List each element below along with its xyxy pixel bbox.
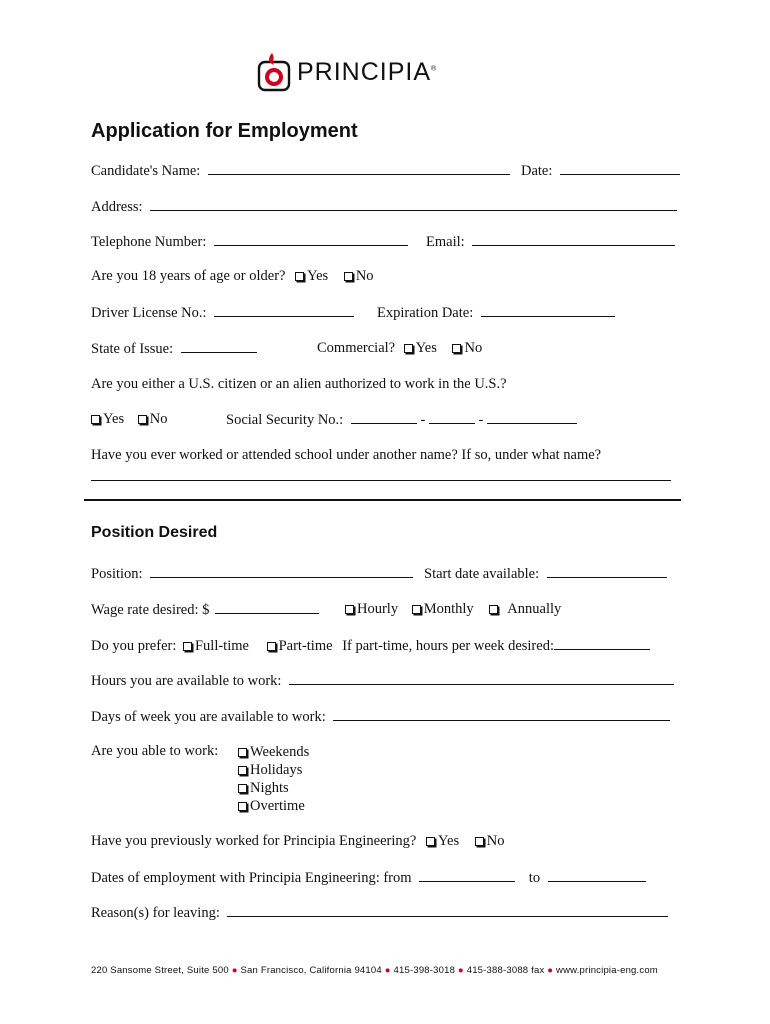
commercial-yes-label: Yes: [415, 340, 437, 356]
state-issue-row: [91, 340, 257, 358]
previously-worked-label: Have you previously worked for Principia Engineering?: [91, 833, 417, 849]
start-date-label: Start date available:: [424, 566, 540, 582]
footer-address: 220 Sansome Street, Suite 500: [91, 965, 229, 976]
position-field[interactable]: [150, 565, 413, 578]
state-issue-label: State of Issue:: [91, 341, 174, 357]
footer-city: San Francisco, California 94104: [240, 965, 382, 976]
full-time-label: Full-time: [194, 638, 249, 654]
previously-no-label: No: [486, 833, 505, 849]
citizen-no-label: No: [149, 411, 168, 427]
reasons-leaving-field[interactable]: [227, 904, 668, 917]
driver-license-field[interactable]: [214, 304, 354, 317]
employment-to-label: to: [528, 870, 541, 886]
ssn-separator-1: -: [420, 412, 426, 428]
overtime-label: Overtime: [250, 798, 305, 814]
hourly-checkbox[interactable]: [345, 605, 354, 614]
able-work-options: [238, 743, 309, 815]
position-label: Position:: [91, 566, 143, 582]
commercial-yes-checkbox[interactable]: [404, 344, 413, 353]
start-date-field[interactable]: [547, 565, 667, 578]
days-available-row: [91, 708, 670, 726]
previously-no-checkbox[interactable]: [475, 837, 484, 846]
overtime-checkbox[interactable]: [238, 802, 247, 811]
able-work-label: Are you able to work:: [91, 743, 219, 759]
candidate-name-row: [91, 162, 510, 180]
ssn-part3-field[interactable]: [487, 411, 577, 424]
hours-available-row: [91, 672, 674, 690]
telephone-field[interactable]: [214, 233, 408, 246]
previously-yes-checkbox[interactable]: [426, 837, 435, 846]
able-option-overtime: [238, 797, 309, 815]
address-row: [91, 198, 677, 216]
other-name-field[interactable]: [91, 468, 671, 481]
address-label: Address:: [91, 199, 143, 215]
citizen-question: Are you either a U.S. citizen or an alien authorized to work in the U.S.?: [91, 376, 507, 392]
previously-worked-row: [91, 833, 504, 850]
candidate-name-field[interactable]: [208, 162, 510, 175]
footer-phone: 415-398-3018: [393, 965, 456, 976]
hours-available-label: Hours you are available to work:: [91, 673, 282, 689]
age-question-row: [91, 268, 374, 285]
wage-type-options: [345, 601, 561, 618]
reasons-leaving-label: Reason(s) for leaving:: [91, 905, 220, 921]
date-row: [521, 162, 680, 180]
ssn-part1-field[interactable]: [351, 411, 417, 424]
employment-to-field[interactable]: [548, 869, 646, 882]
date-label: Date:: [521, 163, 553, 179]
position-desired-heading: Position Desired: [91, 524, 218, 541]
expiration-field[interactable]: [481, 304, 615, 317]
section-divider: [84, 499, 681, 501]
commercial-no-checkbox[interactable]: [452, 344, 461, 353]
prefer-row: [91, 637, 650, 655]
footer-bullet-icon: ●: [231, 965, 238, 976]
footer-bullet-icon: ●: [384, 965, 391, 976]
holidays-label: Holidays: [250, 762, 303, 778]
expiration-row: [377, 304, 615, 322]
days-available-field[interactable]: [333, 708, 670, 721]
weekends-checkbox[interactable]: [238, 748, 247, 757]
email-field[interactable]: [472, 233, 675, 246]
footer-website-link[interactable]: www.principia-eng.com: [556, 965, 658, 976]
driver-license-row: [91, 304, 354, 322]
age-no-label: No: [355, 268, 374, 284]
monthly-checkbox[interactable]: [412, 605, 421, 614]
age-no-checkbox[interactable]: [344, 272, 353, 281]
age-question-label: Are you 18 years of age or older?: [91, 268, 286, 284]
page-title: Application for Employment: [91, 120, 358, 142]
dates-employment-row: [91, 869, 646, 887]
prefer-label: Do you prefer:: [91, 638, 177, 654]
start-date-row: [424, 565, 667, 583]
age-yes-checkbox[interactable]: [295, 272, 304, 281]
other-name-question: Have you ever worked or attended school under another name? If so, under what name?: [91, 447, 602, 463]
ssn-part2-field[interactable]: [429, 411, 475, 424]
footer-bullet-icon: ●: [457, 965, 464, 976]
hourly-label: Hourly: [357, 601, 399, 617]
citizen-answer-row: [91, 411, 167, 428]
wage-label: Wage rate desired: $: [91, 602, 210, 618]
monthly-label: Monthly: [423, 601, 474, 617]
employment-from-field[interactable]: [419, 869, 515, 882]
expiration-label: Expiration Date:: [377, 305, 474, 321]
email-label: Email:: [426, 234, 465, 250]
part-time-checkbox[interactable]: [267, 642, 276, 651]
state-issue-field[interactable]: [181, 340, 257, 353]
citizen-no-checkbox[interactable]: [138, 415, 147, 424]
wage-field[interactable]: [215, 601, 319, 614]
weekends-label: Weekends: [250, 744, 310, 760]
ssn-separator-2: -: [478, 412, 484, 428]
footer-fax: 415-388-3088 fax: [466, 965, 545, 976]
holidays-checkbox[interactable]: [238, 766, 247, 775]
candidate-name-label: Candidate's Name:: [91, 163, 201, 179]
ssn-row: [226, 411, 577, 429]
hours-available-field[interactable]: [289, 672, 674, 685]
age-yes-label: Yes: [307, 268, 329, 284]
footer-contact: [91, 965, 658, 976]
commercial-row: [317, 340, 482, 357]
citizen-yes-checkbox[interactable]: [91, 415, 100, 424]
reasons-leaving-row: [91, 904, 668, 922]
part-time-label: Part-time: [278, 638, 333, 654]
telephone-label: Telephone Number:: [91, 234, 207, 250]
dates-employment-label: Dates of employment with Principia Engineering: from: [91, 870, 412, 886]
previously-yes-label: Yes: [437, 833, 460, 849]
annually-label: Annually: [507, 601, 562, 617]
email-row: [426, 233, 675, 251]
full-time-checkbox[interactable]: [183, 642, 192, 651]
wage-row: [91, 601, 319, 619]
address-field[interactable]: [150, 198, 677, 211]
nights-label: Nights: [250, 780, 289, 796]
days-available-label: Days of week you are available to work:: [91, 709, 326, 725]
brand-name: PRINCIPIA®: [297, 58, 438, 86]
able-option-weekends: [238, 743, 309, 761]
citizen-yes-label: Yes: [103, 411, 125, 427]
ssn-label: Social Security No.:: [226, 412, 344, 428]
hours-week-field[interactable]: [554, 637, 650, 650]
driver-license-label: Driver License No.:: [91, 305, 207, 321]
able-option-nights: [238, 779, 309, 797]
able-option-holidays: [238, 761, 309, 779]
annually-checkbox[interactable]: [489, 605, 498, 614]
date-field[interactable]: [560, 162, 680, 175]
nights-checkbox[interactable]: [238, 784, 247, 793]
position-row: [91, 565, 413, 583]
commercial-no-label: No: [464, 340, 483, 356]
commercial-label: Commercial?: [317, 340, 396, 356]
principia-flame-icon: [257, 50, 297, 94]
hours-week-label: If part-time, hours per week desired:: [342, 638, 554, 654]
footer-bullet-icon: ●: [547, 965, 554, 976]
telephone-row: [91, 233, 408, 251]
